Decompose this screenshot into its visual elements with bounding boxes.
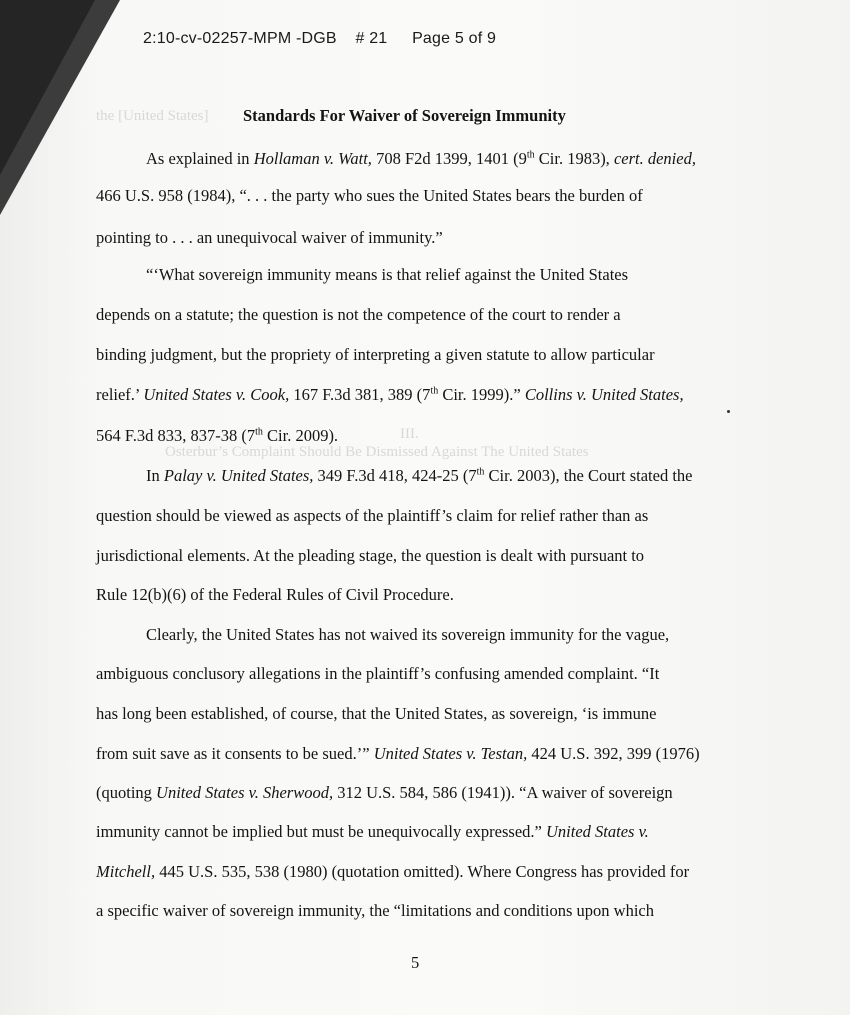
body-line-5: depends on a statute; the question is not the competence of the court to render a <box>96 305 621 324</box>
body-line-11: jurisdictional elements. At the pleading stage, the question is dealt with pursuant to <box>96 546 645 565</box>
body-line-3: pointing to . . . an unequivocal waiver of immunity.” <box>96 228 443 247</box>
body-line-15: has long been established, of course, that the United States, as sovereign, ‘is immune <box>96 704 657 723</box>
bleed-through-text: the [United States] <box>96 108 209 124</box>
body-line-14: ambiguous conclusory allegations in the plaintiff’s confusing amended complaint. “It <box>96 664 660 683</box>
body-line-9: In Palay v. United States, 349 F.3d 418, 424-25 (7th Cir. 2003), the Court stated the <box>146 466 693 485</box>
document-number: # 21 <box>355 30 388 47</box>
bleed-through-heading-number: III. <box>400 426 419 442</box>
section-title: Standards For Waiver of Sovereign Immunity <box>243 106 566 125</box>
body-line-4: “‘What sovereign immunity means is that relief against the United States <box>146 265 629 284</box>
speck-mark <box>727 410 730 413</box>
page-number: 5 <box>411 953 420 972</box>
case-number: 2:10-cv-02257-MPM -DGB <box>143 30 337 47</box>
body-line-8: 564 F.3d 833, 837-38 (7th Cir. 2009). <box>96 426 339 445</box>
body-line-1: As explained in Hollaman v. Watt, 708 F2d 1399, 1401 (9th Cir. 1983), cert. denied, <box>146 149 696 168</box>
body-line-6: binding judgment, but the propriety of interpreting a given statute to allow particular <box>96 345 655 364</box>
page-count: Page 5 of 9 <box>412 30 497 47</box>
body-line-20: a specific waiver of sovereign immunity, the “limitations and conditions upon which <box>96 901 654 920</box>
bleed-through-heading: Osterbur’s Complaint Should Be Dismissed Against The United States <box>165 444 589 460</box>
body-line-10: question should be viewed as aspects of the plaintiff’s claim for relief rather than as <box>96 506 649 525</box>
body-line-16: from suit save as it consents to be sued.’” United States v. Testan, 424 U.S. 392, 399 (1976) <box>96 744 700 763</box>
body-line-18: immunity cannot be implied but must be unequivocally expressed.” United States v. <box>96 822 649 841</box>
folded-corner-shadow <box>0 0 95 175</box>
body-line-7: relief.’ United States v. Cook, 167 F.3d 381, 389 (7th Cir. 1999).” Collins v. United States, <box>96 385 684 404</box>
body-line-13: Clearly, the United States has not waived its sovereign immunity for the vague, <box>146 625 670 644</box>
body-line-12: Rule 12(b)(6) of the Federal Rules of Civil Procedure. <box>96 585 454 604</box>
body-line-17: (quoting United States v. Sherwood, 312 U.S. 584, 586 (1941)). “A waiver of sovereign <box>96 783 673 802</box>
case-header <box>143 30 510 48</box>
body-line-2: 466 U.S. 958 (1984), “. . . the party who sues the United States bears the burden of <box>96 186 643 205</box>
body-line-19: Mitchell, 445 U.S. 535, 538 (1980) (quotation omitted). Where Congress has provided for <box>96 862 690 881</box>
